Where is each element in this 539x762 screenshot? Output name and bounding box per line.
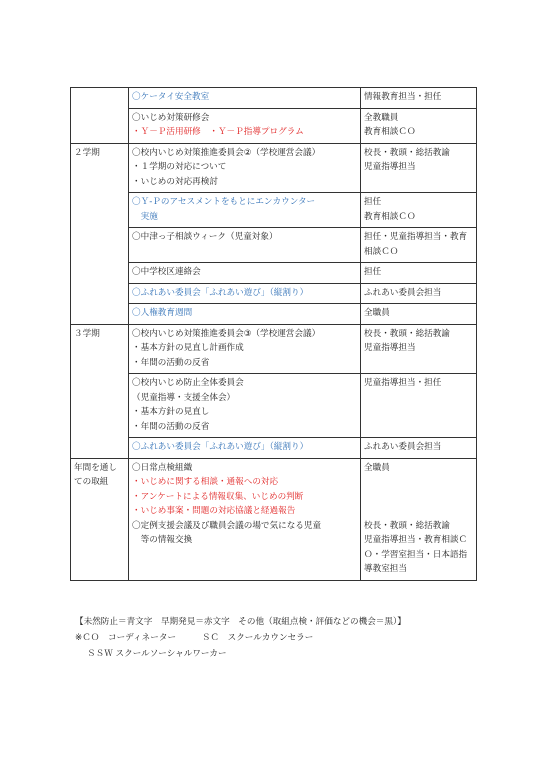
- activity-line: ・年間の活動の反省: [132, 357, 210, 368]
- activity-line: 〇校内いじめ対策推進委員会③（学校運営会議）: [132, 328, 321, 339]
- activity-line: 〇校内いじめ防止全体委員会: [132, 378, 244, 388]
- responsible-line: 教育相談ＣＯ: [364, 127, 416, 137]
- term-cell: [71, 324, 129, 458]
- activity-line: ・１学期の対応について: [132, 162, 227, 172]
- responsible-cell: [361, 88, 477, 109]
- activity-line: 〇ケータイ安全教室: [132, 92, 210, 102]
- responsible-line: 担任: [364, 197, 382, 207]
- responsible-cell: [361, 283, 477, 304]
- table-row: [71, 304, 477, 325]
- activity-cell: [129, 108, 361, 143]
- activity-line: 〇校内いじめ対策推進委員会②（学校運営会議）: [132, 147, 321, 158]
- table-row: [71, 283, 477, 304]
- color-legend: 【未然防止＝青文字 早期発見＝赤文字 その他（取組点検・評価などの機会＝黒）】: [75, 617, 406, 627]
- responsible-line: 担任・児童指導担当・教育相談ＣＯ: [364, 232, 468, 257]
- responsible-line: [364, 490, 473, 505]
- activity-line: 〇人権教育週間: [132, 308, 193, 318]
- activity-line: 〇ふれあい委員会「ふれあい遊び」（縦割り）: [132, 442, 309, 452]
- table-row: [71, 193, 477, 228]
- activity-line: 実施: [132, 211, 158, 222]
- activity-cell: [129, 263, 361, 284]
- responsible-line: [364, 475, 473, 490]
- activity-cell: [129, 374, 361, 438]
- activity-line: （児童指導・支援全体会）: [132, 392, 236, 403]
- activity-line: ・年間の活動の反省: [132, 421, 210, 432]
- activity-cell: [129, 304, 361, 325]
- activity-cell: [129, 88, 361, 109]
- responsible-cell: [361, 228, 477, 263]
- responsible-line: 児童指導担当: [364, 343, 416, 353]
- activity-line: ・いじめに関する相談・通報への対応: [132, 477, 279, 487]
- abbreviation-note-ssw: ＳＳＷ スクールソーシャルワーカー: [87, 649, 227, 659]
- responsible-line: 校長・教頭・総括教諭: [364, 520, 450, 531]
- responsible-cell: [361, 143, 477, 193]
- activity-line: 〇ふれあい委員会「ふれあい遊び」（縦割り）: [132, 287, 309, 298]
- table-row: [71, 458, 477, 580]
- activity-cell: [129, 438, 361, 459]
- table-row: [71, 374, 477, 438]
- activity-line: 〇いじめ対策研修会: [132, 112, 210, 123]
- term-cell: [71, 143, 129, 324]
- responsible-cell: [361, 263, 477, 284]
- activity-cell: [129, 283, 361, 304]
- responsible-line: 教育相談ＣＯ: [364, 211, 416, 222]
- term-cell: [71, 88, 129, 144]
- responsible-line: ふれあい委員会担当: [364, 442, 442, 452]
- table-row: [71, 324, 477, 374]
- responsible-cell: [361, 458, 477, 580]
- responsible-line: ふれあい委員会担当: [364, 287, 442, 298]
- responsible-cell: [361, 108, 477, 143]
- table-row: [71, 438, 477, 459]
- responsible-cell: [361, 438, 477, 459]
- table-row: [71, 108, 477, 143]
- activity-line: 〇日常点検組織: [132, 462, 193, 473]
- responsible-line: 児童指導担当・担任: [364, 378, 442, 388]
- activity-cell: [129, 228, 361, 263]
- term-label: 年間を通しての取組: [74, 462, 117, 487]
- responsible-line: 情報教育担当・担任: [364, 92, 442, 102]
- responsible-cell: [361, 324, 477, 374]
- activity-cell: [129, 324, 361, 374]
- footer-notes: [75, 614, 495, 662]
- activity-line: ・アンケートによる情報収集、いじめの判断: [132, 491, 304, 502]
- activity-line: ・Ｙ－Ｐ活用研修 ・Ｙ－Ｐ指導プログラム: [132, 127, 304, 137]
- activity-line: ・いじめ事案・問題の対応協議と経過報告: [132, 506, 296, 516]
- activity-line: ・基本方針の見直し: [132, 407, 210, 417]
- responsible-line: 担任: [364, 267, 382, 277]
- responsible-line: 校長・教頭・総括教諭: [364, 147, 450, 158]
- activity-line: 〇Ｙ-Ｐのアセスメントをもとにエンカウンター: [132, 197, 316, 207]
- abbreviation-note: ※ＣＯ コーディネーター ＳＣ スクールカウンセラー: [75, 633, 314, 643]
- table-row: [71, 263, 477, 284]
- activity-line: 〇中学校区連絡会: [132, 267, 201, 277]
- activity-cell: [129, 458, 361, 580]
- activity-line: ・基本方針の見直し計画作成: [132, 343, 244, 353]
- table-row: [71, 228, 477, 263]
- activity-line: 〇定例支援会議及び職員会議の場で気になる児童: [132, 520, 322, 531]
- responsible-line: 校長・教頭・総括教諭: [364, 328, 450, 339]
- responsible-cell: [361, 374, 477, 438]
- responsible-line: [364, 504, 473, 519]
- responsible-line: 児童指導担当: [364, 162, 416, 172]
- responsible-line: 全教職員: [364, 112, 399, 123]
- responsible-line: 全職員: [364, 308, 390, 318]
- activity-line: 〇中津っ子相談ウィーク（児童対象）: [132, 232, 278, 242]
- responsible-line: 全職員: [364, 462, 390, 473]
- activity-line: 等の情報交換: [132, 535, 193, 545]
- anti-bullying-schedule-table: [70, 87, 477, 581]
- term-label: ３学期: [74, 328, 100, 339]
- responsible-line: 児童指導担当・教育相談ＣＯ・学習室担当・日本語指導教室担当: [364, 535, 468, 574]
- responsible-cell: [361, 193, 477, 228]
- term-cell: [71, 458, 129, 580]
- table-row: [71, 143, 477, 193]
- term-label: ２学期: [74, 147, 100, 158]
- table-row: [71, 88, 477, 109]
- activity-cell: [129, 143, 361, 193]
- activity-cell: [129, 193, 361, 228]
- activity-line: ・いじめの対応再検討: [132, 176, 218, 187]
- responsible-cell: [361, 304, 477, 325]
